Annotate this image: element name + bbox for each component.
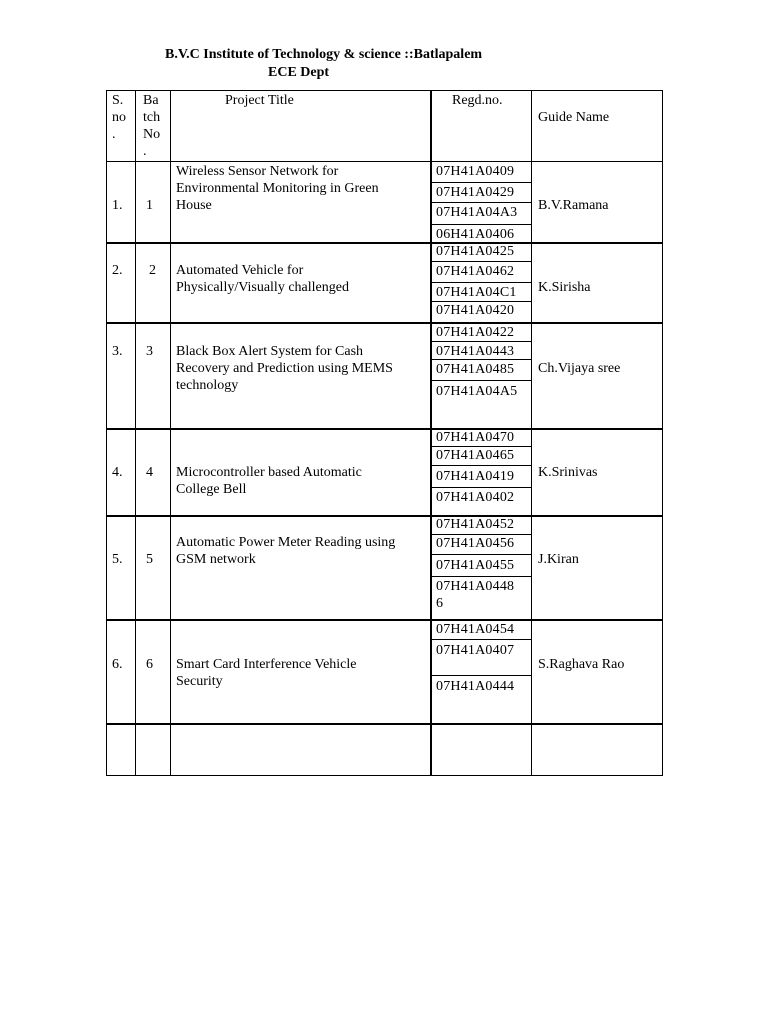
header-guide-name: Guide Name (538, 110, 610, 125)
row-project-title: Wireless Sensor Network for Environmental Monitoring in Green House (176, 164, 379, 213)
row-batch-no: 1 (146, 198, 153, 213)
row-project-title: Black Box Alert System for Cash Recovery and Prediction using MEMS technology (176, 344, 393, 393)
row-regd-no: 07H41A0465 (436, 448, 515, 463)
row-divider (107, 242, 662, 244)
col-divider (430, 91, 432, 775)
row-sno: 2. (112, 263, 123, 278)
row-divider (107, 723, 662, 725)
row-regd-no: 07H41A0444 (436, 679, 515, 694)
row-regd-no: 07H41A0429 (436, 185, 515, 200)
header-regd-no: Regd.no. (452, 93, 503, 108)
row-regd-no: 07H41A0454 (436, 622, 515, 637)
header-batch-no: Ba tch No . (143, 93, 161, 159)
col-divider (531, 91, 532, 775)
row-regd-no: 07H41A0425 (436, 244, 515, 259)
row-regd-no: 06H41A0406 (436, 227, 515, 242)
row-project-title: Smart Card Interference Vehicle Security (176, 657, 357, 689)
header-project-title: Project Title (225, 93, 294, 108)
row-regd-no: 07H41A0402 (436, 490, 515, 505)
row-batch-no: 2 (149, 263, 156, 278)
row-project-title: Automatic Power Meter Reading using GSM network (176, 535, 396, 567)
row-project-title: Microcontroller based Automatic College Bell (176, 465, 362, 497)
row-regd-no: 07H41A0456 (436, 536, 515, 551)
row-regd-no: 07H41A0448 6 (436, 579, 515, 611)
row-regd-no: 07H41A04A3 (436, 205, 518, 220)
row-batch-no: 4 (146, 465, 153, 480)
row-divider (107, 322, 662, 324)
row-regd-no: 07H41A0420 (436, 303, 515, 318)
row-divider (107, 161, 662, 162)
row-regd-no: 07H41A0443 (436, 344, 515, 359)
col-divider (135, 91, 136, 775)
row-guide-name: J.Kiran (538, 552, 579, 567)
project-table (106, 90, 663, 776)
col-divider (170, 91, 171, 775)
department-heading: ECE Dept (268, 65, 330, 80)
row-regd-no: 07H41A0419 (436, 469, 515, 484)
row-batch-no: 3 (146, 344, 153, 359)
row-sno: 1. (112, 198, 123, 213)
row-sno: 4. (112, 465, 123, 480)
row-regd-no: 07H41A0485 (436, 362, 515, 377)
row-batch-no: 5 (146, 552, 153, 567)
row-regd-no: 07H41A04A5 (436, 384, 518, 399)
row-regd-no: 07H41A0462 (436, 264, 515, 279)
row-guide-name: S.Raghava Rao (538, 657, 625, 672)
row-divider (107, 515, 662, 517)
row-sno: 3. (112, 344, 123, 359)
institute-heading: B.V.C Institute of Technology & science ::Batlapalem (165, 47, 483, 62)
row-regd-no: 07H41A0407 (436, 643, 515, 658)
row-guide-name: B.V.Ramana (538, 198, 609, 213)
header-sno: S. no . (112, 93, 126, 142)
row-regd-no: 07H41A04C1 (436, 285, 517, 300)
row-regd-no: 07H41A0452 (436, 517, 515, 532)
row-batch-no: 6 (146, 657, 153, 672)
row-regd-no: 07H41A0409 (436, 164, 515, 179)
row-sno: 5. (112, 552, 123, 567)
row-divider (107, 619, 662, 621)
row-project-title: Automated Vehicle for Physically/Visually challenged (176, 263, 349, 295)
row-sno: 6. (112, 657, 123, 672)
row-guide-name: K.Srinivas (538, 465, 598, 480)
row-guide-name: Ch.Vijaya sree (538, 361, 621, 376)
row-regd-no: 07H41A0470 (436, 430, 515, 445)
row-divider (107, 428, 662, 430)
row-regd-no: 07H41A0422 (436, 325, 515, 340)
row-regd-no: 07H41A0455 (436, 558, 515, 573)
row-guide-name: K.Sirisha (538, 280, 591, 295)
